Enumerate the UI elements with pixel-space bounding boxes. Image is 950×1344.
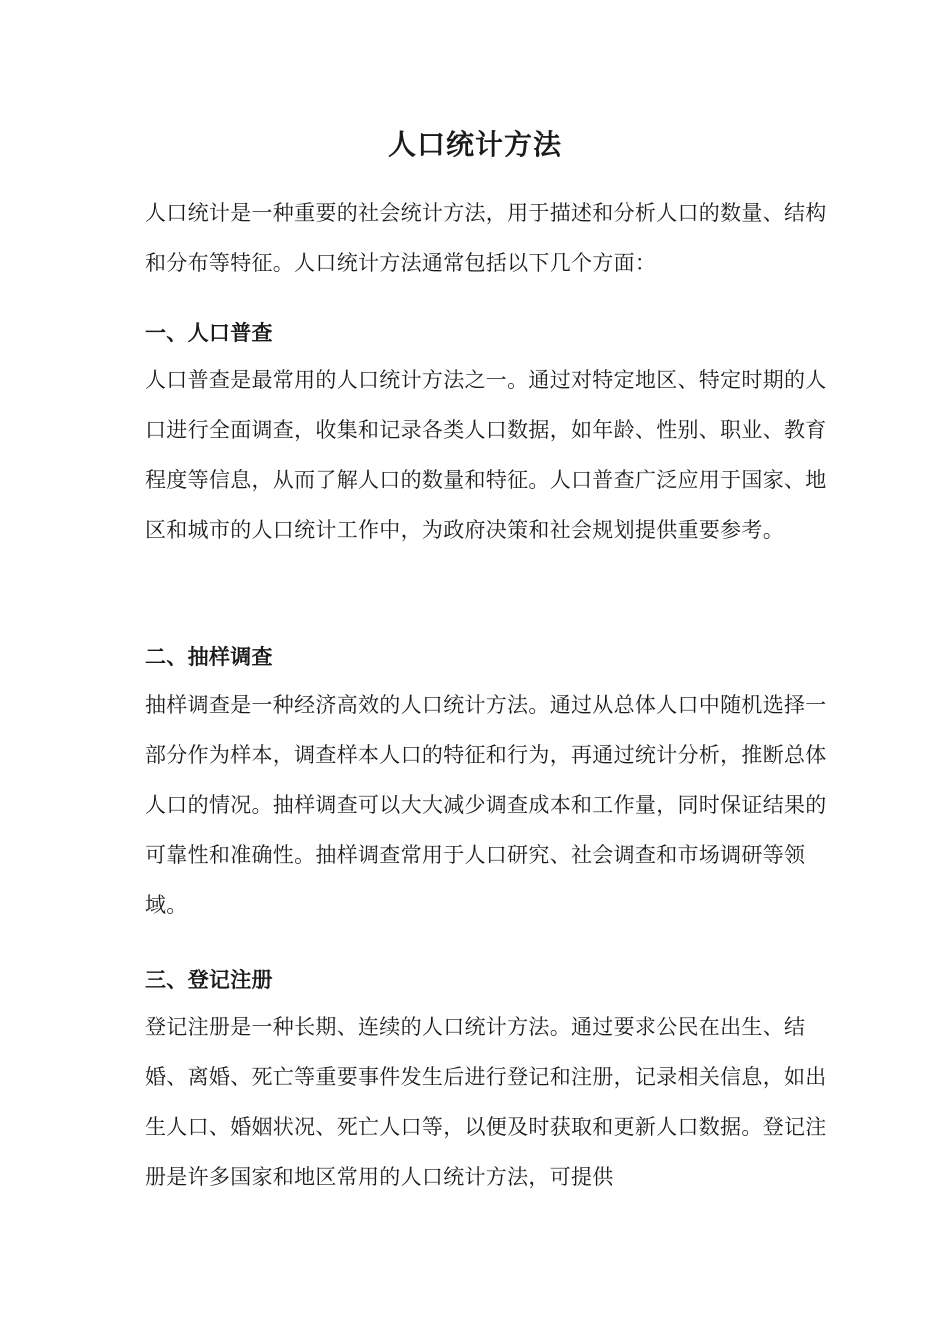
intro-paragraph: 人口统计是一种重要的社会统计方法，用于描述和分析人口的数量、结构和分布等特征。人口统计方法通常包括以下几个方面： [145, 201, 827, 275]
section-heading-census: 一、人口普查 [145, 320, 273, 345]
section-body-census: 人口普查是最常用的人口统计方法之一。通过对特定地区、特定时期的人口进行全面调查，收集和记录各类人口数据，如年龄、性别、职业、教育程度等信息，从而了解人口的数量和特征。人口普查广泛应用于国家、地区和城市的人口统计工作中，为政府决策和社会规划提供重要参考。 [145, 368, 827, 542]
document-title: 人口统计方法 [387, 127, 562, 161]
section-body-sampling: 抽样调查是一种经济高效的人口统计方法。通过从总体人口中随机选择一部分作为样本，调查样本人口的特征和行为，再通过统计分析，推断总体人口的情况。抽样调查可以大大减少调查成本和工作量，同时保证结果的可靠性和准确性。抽样调查常用于人口研究、社会调查和市场调研等领域。 [145, 693, 827, 917]
section-body-registration: 登记注册是一种长期、连续的人口统计方法。通过要求公民在出生、结婚、离婚、死亡等重要事件发生后进行登记和注册，记录相关信息，如出生人口、婚姻状况、死亡人口等，以便及时获取和更新人口数据。登记注册是许多国家和地区常用的人口统计方法，可提供 [145, 1015, 827, 1189]
section-heading-sampling: 二、抽样调查 [145, 644, 273, 669]
section-heading-registration: 三、登记注册 [145, 967, 273, 992]
